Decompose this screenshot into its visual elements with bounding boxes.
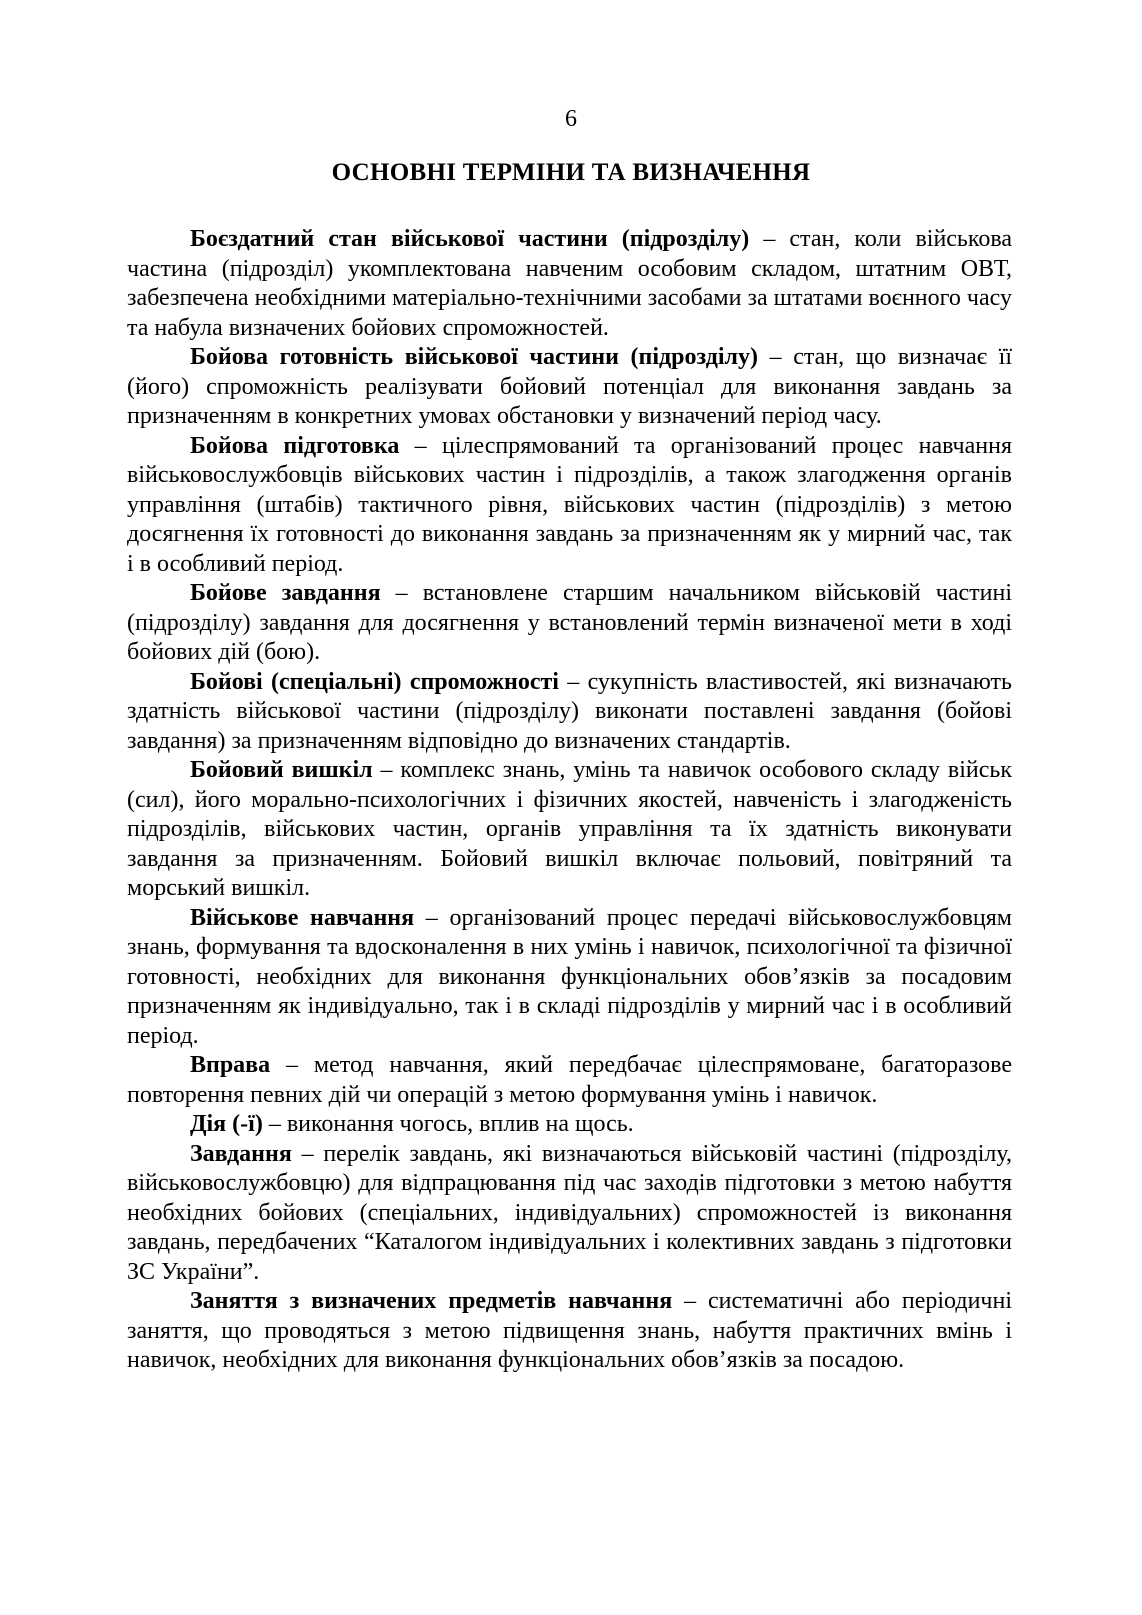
term-text: Бойова готовність військової частини (підрозділу) [190, 344, 759, 370]
definition-text: – виконання чогось, вплив на щось. [262, 1111, 634, 1137]
page-title: ОСНОВНІ ТЕРМІНИ ТА ВИЗНАЧЕННЯ [331, 159, 811, 186]
definition-text: – перелік завдань, які визначаються військовій частині (підрозділу, військовослужбовцю) для відпрацювання під час заходів підготовки з метою набуття необхідних бойових (спеціальних, індивідуальних) спроможностей із виконання завдань, передбачених “Каталогом індивідуальних і колективних завдань з підготовки ЗС України”. [127, 1140, 1012, 1285]
definition-text: – стан, що визначає її (його) спроможність реалізувати бойовий потенціал для виконання завдань за призначенням в конкретних умовах обстановки у визначений період часу. [127, 344, 1012, 429]
term-text: Бойова підготовка [190, 432, 400, 459]
term-text: Дія (-ї) [190, 1111, 263, 1137]
definitions-list [127, 225, 1012, 1376]
definition-paragraph [127, 1110, 1012, 1140]
definition-text: – організований процес передачі військовослужбовцям знань, формування та вдосконалення в них умінь і навичок, психологічної та фізичної готовності, необхідних для виконання функціональних обов’язків за посадовим призначенням як індивідуально, так і в складі підрозділів у мирний час і в особливий період. [127, 904, 1012, 1049]
definition-paragraph [127, 1287, 1012, 1376]
definition-paragraph [127, 668, 1012, 757]
definition-paragraph [127, 756, 1012, 904]
definition-text: – комплекс знань, умінь та навичок особового складу військ (сил), його морально-психологічних і фізичних якостей, навченість і злагодженість підрозділів, військових частин, органів управління та їх здатність виконувати завдання за призначенням. Бойовий вишкіл включає польовий, повітряний та морський вишкіл. [127, 757, 1013, 901]
term-text: Завдання [190, 1140, 292, 1167]
definition-text: – сукупність властивостей, які визначають здатність військової частини (підрозділу) виконати поставлені завдання (бойові завдання) за призначенням відповідно до визначених стандартів. [127, 668, 1012, 754]
page-number: 6 [565, 106, 577, 132]
term-text: Вправа [190, 1052, 271, 1078]
definition-text: – встановлене старшим начальником військовій частині (підрозділу) завдання для досягнення у встановлений термін визначеної мети в ході бойових дій (бою). [127, 580, 1012, 665]
definition-paragraph [127, 343, 1012, 432]
definition-text: – метод навчання, який передбачає цілеспрямоване, багаторазове повторення певних дій чи операцій з метою формування умінь і навичок. [127, 1052, 1012, 1108]
definition-paragraph [127, 904, 1012, 1052]
term-text: Заняття з визначених предметів навчання [190, 1288, 673, 1314]
term-text: Військове навчання [190, 904, 415, 931]
definition-text: – цілеспрямований та організований процес навчання військовослужбовців військових частин і підрозділів, а також злагодження органів управління (штабів) тактичного рівня, військових частин (підрозділів) з метою досягнення їх готовності до виконання завдань за призначенням як у мирний час, так і в особливий період. [127, 432, 1012, 577]
definition-paragraph [127, 579, 1012, 668]
definition-text: – систематичні або періодичні заняття, що проводяться з метою підвищення знань, набуття практичних вмінь і навичок, необхідних для виконання функціональних обов’язків за посадою. [127, 1288, 1012, 1373]
definition-paragraph [127, 1051, 1012, 1110]
definition-text: – стан, коли військова частина (підрозділ) укомплектована навченим особовим складом, штатним ОВТ, забезпечена необхідними матеріально-технічними засобами за штатами воєнного часу та набула визначених бойових спроможностей. [127, 226, 1012, 341]
term-text: Бойовий вишкіл [190, 757, 373, 783]
term-text: Боєздатний стан військової частини (підрозділу) [190, 226, 750, 252]
definition-paragraph [127, 225, 1012, 343]
definition-paragraph [127, 1140, 1012, 1288]
term-text: Бойове завдання [190, 580, 381, 606]
term-text: Бойові (спеціальні) спроможності [190, 668, 559, 695]
definition-paragraph [127, 432, 1012, 580]
